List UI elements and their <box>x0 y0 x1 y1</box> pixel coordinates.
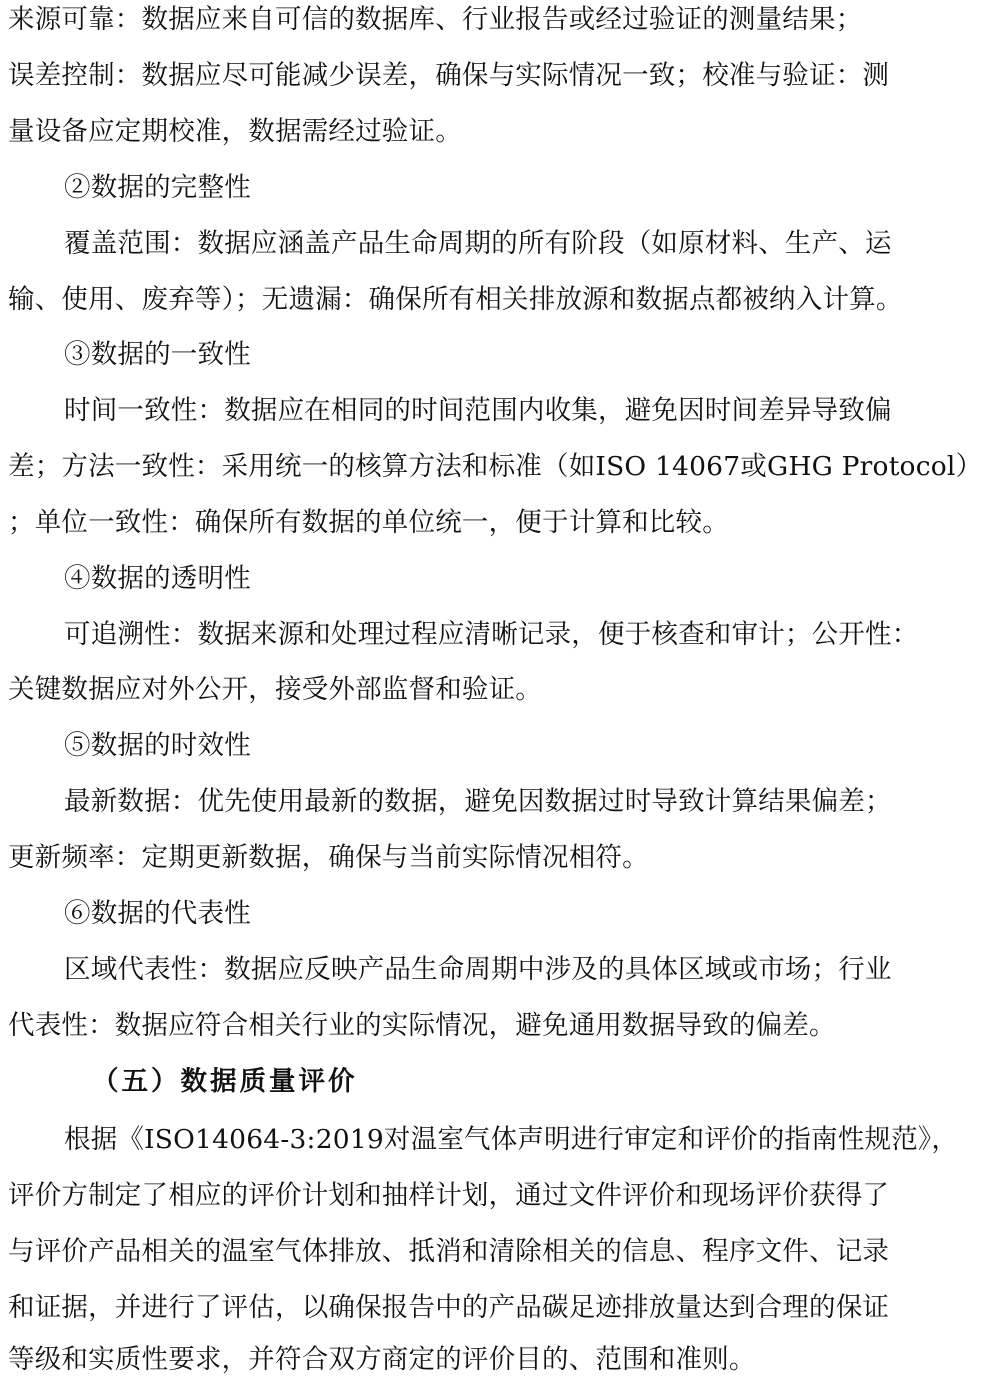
paragraph-line: 输、使用、废弃等）；无遗漏：确保所有相关排放源和数据点都被纳入计算。 <box>8 284 903 315</box>
paragraph-line: 代表性：数据应符合相关行业的实际情况，避免通用数据导致的偏差。 <box>8 1010 836 1041</box>
paragraph-line: 覆盖范围：数据应涵盖产品生命周期的所有阶段（如原材料、生产、运 <box>64 228 892 259</box>
paragraph-line: 关键数据应对外公开，接受外部监督和验证。 <box>8 674 542 705</box>
paragraph-line: 更新频率：定期更新数据，确保与当前实际情况相符。 <box>8 842 649 873</box>
section-heading: ④数据的透明性 <box>64 563 251 594</box>
paragraph-line: 时间一致性：数据应在相同的时间范围内收集，避免因时间差异导致偏 <box>64 395 892 426</box>
paragraph-line: 与评价产品相关的温室气体排放、抵消和清除相关的信息、程序文件、记录 <box>8 1236 890 1267</box>
section-heading: ⑤数据的时效性 <box>64 730 251 761</box>
paragraph-line: 可追溯性：数据来源和处理过程应清晰记录，便于核查和审计；公开性： <box>64 619 919 650</box>
paragraph-line: 来源可靠：数据应来自可信的数据库、行业报告或经过验证的测量结果； <box>8 4 863 35</box>
section-heading: ⑥数据的代表性 <box>64 898 251 929</box>
paragraph-line: 最新数据：优先使用最新的数据，避免因数据过时导致计算结果偏差； <box>64 786 892 817</box>
paragraph-line: 根据《ISO14064-3:2019对温室气体声明进行审定和评价的指南性规范》， <box>64 1124 959 1155</box>
section-heading: ③数据的一致性 <box>64 339 251 370</box>
paragraph-line: 区域代表性：数据应反映产品生命周期中涉及的具体区域或市场；行业 <box>64 954 892 985</box>
paragraph-line: 量设备应定期校准，数据需经过验证。 <box>8 116 462 147</box>
section-heading: ②数据的完整性 <box>64 172 251 203</box>
chapter-heading: （五）数据质量评价 <box>92 1066 358 1097</box>
paragraph-line: 误差控制：数据应尽可能减少误差，确保与实际情况一致；校准与验证：测 <box>8 60 890 91</box>
paragraph-line: 等级和实质性要求，并符合双方商定的评价目的、范围和准则。 <box>8 1344 756 1375</box>
paragraph-line: 评价方制定了相应的评价计划和抽样计划，通过文件评价和现场评价获得了 <box>8 1180 890 1211</box>
paragraph-line: 差；方法一致性：采用统一的核算方法和标准（如ISO 14067或GHG Protocol） <box>8 451 983 482</box>
paragraph-line: 和证据，并进行了评估，以确保报告中的产品碳足迹排放量达到合理的保证 <box>8 1292 890 1323</box>
paragraph-line: ；单位一致性：确保所有数据的单位统一，便于计算和比较。 <box>8 507 729 538</box>
